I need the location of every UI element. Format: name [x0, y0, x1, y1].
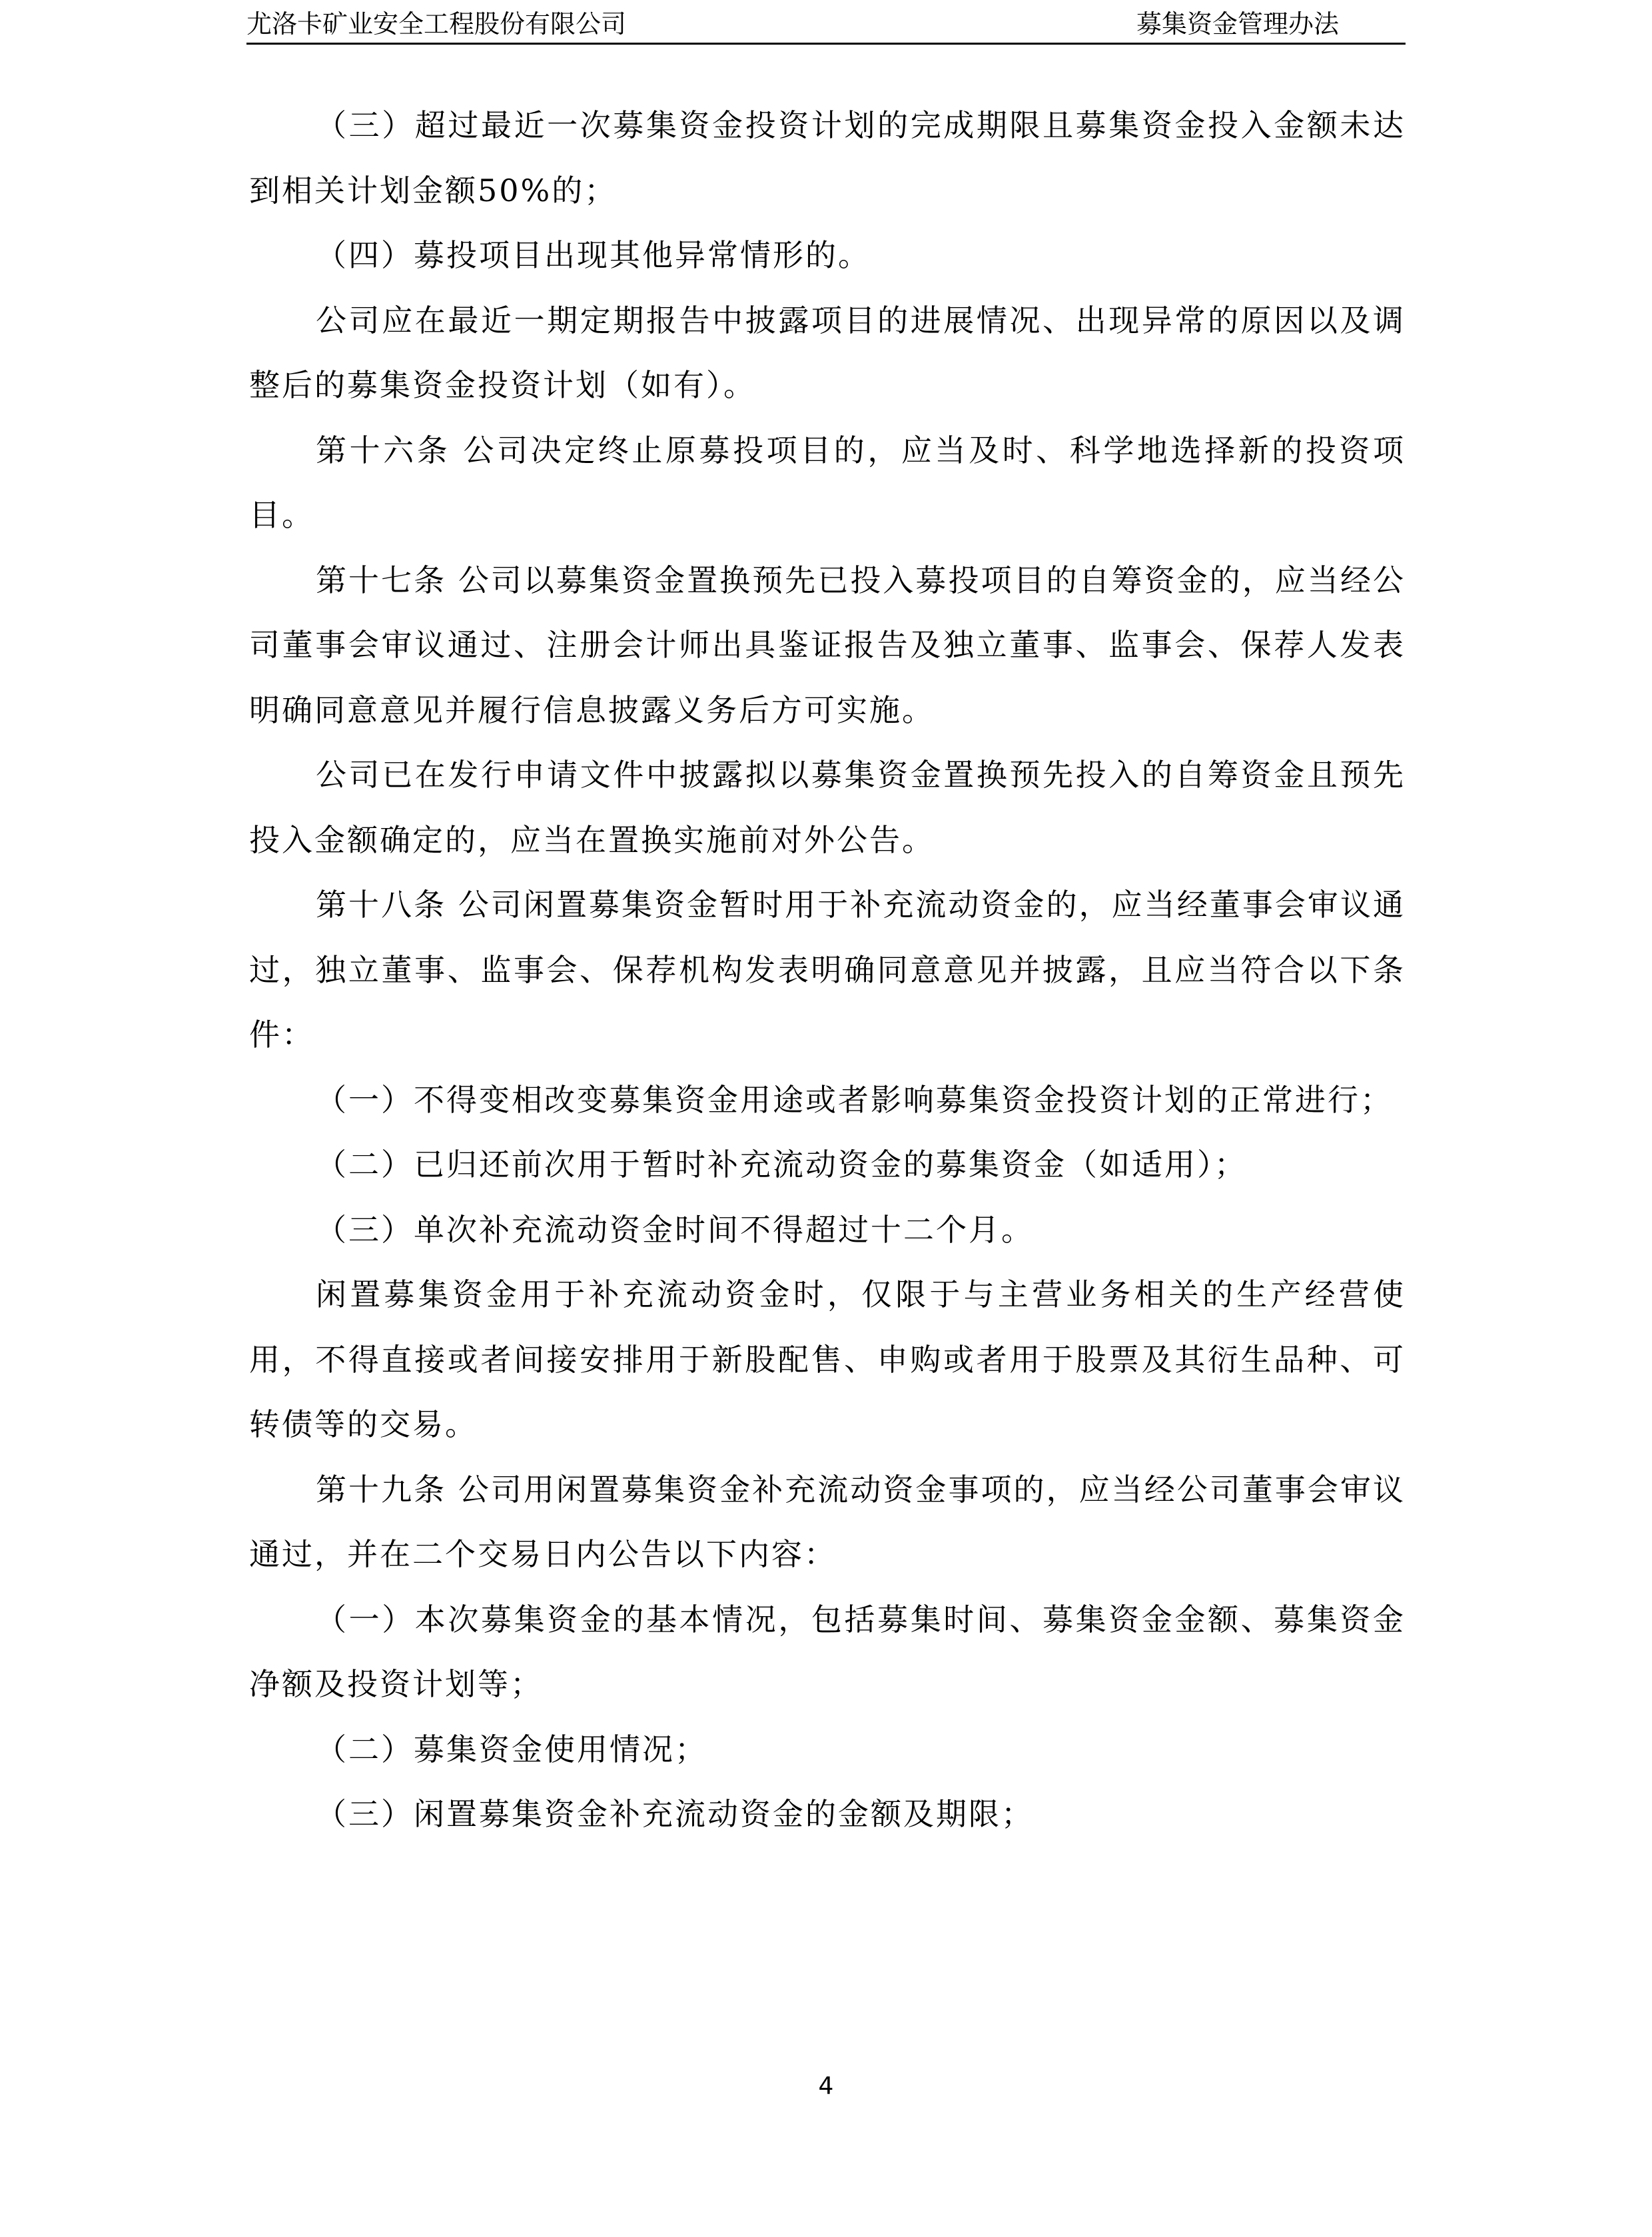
paragraph-item-3: （三）超过最近一次募集资金投资计划的完成期限且募集资金投入金额未达到相关计划金额50%的； [249, 107, 1406, 209]
paragraph-article-16: 第十六条 公司决定终止原募投项目的，应当及时、科学地选择新的投资项目。 [249, 432, 1406, 533]
paragraph-article-18: 第十八条 公司闲置募集资金暂时用于补充流动资金的，应当经董事会审议通过，独立董事、监事会、保荐机构发表明确同意意见并披露，且应当符合以下条件： [249, 887, 1406, 1053]
page-header [246, 5, 1406, 45]
paragraph-item-4: （四）募投项目出现其他异常情形的。 [316, 237, 871, 273]
paragraph-article-19: 第十九条 公司用闲置募集资金补充流动资金事项的，应当经公司董事会审议通过，并在二个交易日内公告以下内容： [249, 1471, 1406, 1572]
paragraph-article-17: 第十七条 公司以募集资金置换预先已投入募投项目的自筹资金的，应当经公司董事会审议通过、注册会计师出具鉴证报告及独立董事、监事会、保荐人发表明确同意意见并履行信息披露义务后方可实施。 [249, 562, 1406, 728]
paragraph-disclosure: 公司应在最近一期定期报告中披露项目的进展情况、出现异常的原因以及调整后的募集资金投资计划（如有）。 [249, 302, 1406, 403]
page-number: 4 [818, 2072, 834, 2100]
paragraph-article-18-usage: 闲置募集资金用于补充流动资金时，仅限于与主营业务相关的生产经营使用，不得直接或者间接安排用于新股配售、申购或者用于股票及其衍生品种、可转债等的交易。 [249, 1276, 1406, 1442]
header-company-name: 尤洛卡矿业安全工程股份有限公司 [246, 9, 627, 39]
paragraph-article-19-content-3: （三）闲置募集资金补充流动资金的金额及期限； [316, 1796, 1034, 1832]
paragraph-article-17-announcement: 公司已在发行申请文件中披露拟以募集资金置换预先投入的自筹资金且预先投入金额确定的，应当在置换实施前对外公告。 [249, 757, 1406, 858]
paragraph-article-18-condition-2: （二）已归还前次用于暂时补充流动资金的募集资金（如适用）； [316, 1146, 1247, 1182]
paragraph-article-19-content-1: （一）本次募集资金的基本情况，包括募集时间、募集资金金额、募集资金净额及投资计划等； [249, 1601, 1406, 1702]
paragraph-article-18-condition-3: （三）单次补充流动资金时间不得超过十二个月。 [316, 1211, 1034, 1248]
header-document-title: 募集资金管理办法 [1136, 9, 1339, 39]
paragraph-article-18-condition-1: （一）不得变相改变募集资金用途或者影响募集资金投资计划的正常进行； [316, 1081, 1393, 1118]
document-body [249, 93, 1406, 1847]
paragraph-article-19-content-2: （二）募集资金使用情况； [316, 1731, 707, 1767]
